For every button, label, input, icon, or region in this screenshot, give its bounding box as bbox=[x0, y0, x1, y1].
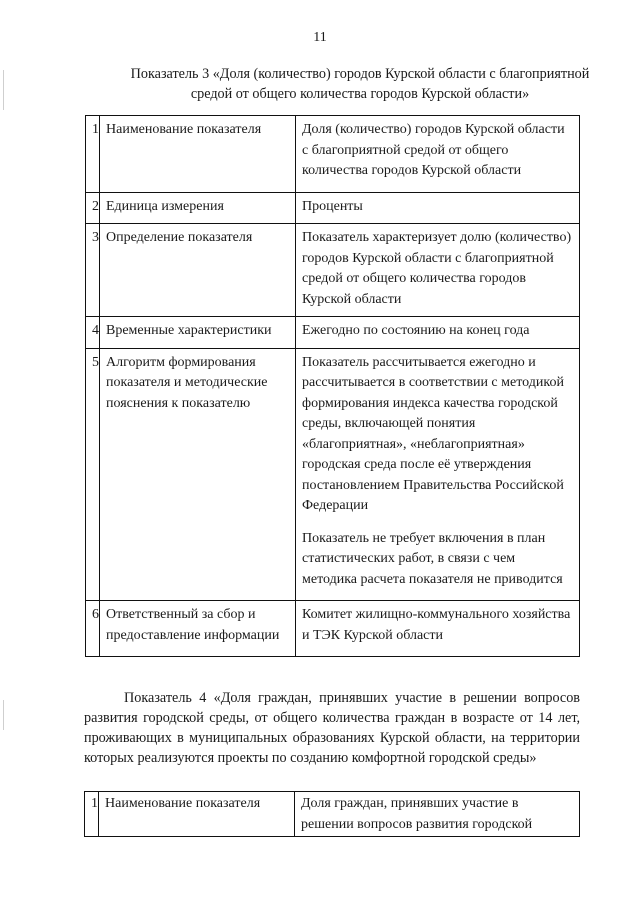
indicator-4-table bbox=[84, 791, 580, 837]
value-paragraph: Ежегодно по состоянию на конец года bbox=[302, 323, 530, 338]
row-value bbox=[296, 192, 580, 224]
row-label: Наименование показателя bbox=[99, 792, 295, 837]
value-paragraph: Доля (количество) городов Курской области с благоприятной средой от общего количества городов Курской области bbox=[302, 122, 565, 178]
row-value bbox=[296, 601, 580, 657]
row-label: Единица измерения bbox=[100, 192, 296, 224]
scan-edge-mark bbox=[3, 700, 4, 730]
row-label: Определение показателя bbox=[100, 224, 296, 317]
table-row bbox=[86, 116, 580, 193]
row-number: 2 bbox=[86, 192, 100, 224]
row-number: 6 bbox=[86, 601, 100, 657]
row-number: 4 bbox=[86, 317, 100, 349]
value-paragraph: Комитет жилищно-коммунального хозяйства и ТЭК Курской области bbox=[302, 607, 571, 643]
table-row bbox=[86, 348, 580, 601]
row-value bbox=[295, 792, 580, 837]
table-row bbox=[86, 601, 580, 657]
row-number: 1 bbox=[86, 116, 100, 193]
value-paragraph: Доля граждан, принявших участие в решении вопросов развития городской bbox=[301, 796, 533, 832]
value-paragraph: Показатель рассчитывается ежегодно и рассчитывается в соответствии с методикой формирования индекса качества городской среды, включающей понятия «благоприятная», «неблагоприятная» городская среда после её утверждения постановлением Правительства Российской Федерации bbox=[302, 354, 564, 513]
row-value bbox=[296, 116, 580, 193]
scan-edge-mark bbox=[3, 70, 4, 110]
value-paragraph: Показатель характеризует долю (количество) городов Курской области с благоприятной средой от общего количества городов Курской области bbox=[302, 230, 572, 307]
row-number: 5 bbox=[86, 348, 100, 601]
table-row bbox=[86, 192, 580, 224]
row-value bbox=[296, 348, 580, 601]
value-paragraph: Показатель не требует включения в план статистических работ, в связи с чем методика расчета показателя не приводится bbox=[302, 530, 563, 587]
indicator-3-heading: Показатель 3 «Доля (количество) городов Курской области с благоприятной средой от общего количества городов Курской области» bbox=[130, 66, 590, 102]
row-label: Алгоритм формирования показателя и методические пояснения к показателю bbox=[100, 348, 296, 601]
indicator-4-heading: Показатель 4 «Доля граждан, принявших участие в решении вопросов развития городской среды, от общего количества граждан в возрасте от 14 лет, проживающих в муниципальных образованиях Курской области, на территории которых реализуются проекты по созданию комфортной городской среды» bbox=[84, 690, 580, 766]
row-label: Наименование показателя bbox=[100, 116, 296, 193]
row-number: 3 bbox=[86, 224, 100, 317]
page-number: 11 bbox=[313, 30, 327, 45]
row-number: 1 bbox=[85, 792, 99, 837]
row-label: Временные характеристики bbox=[100, 317, 296, 349]
indicator-3-table bbox=[85, 115, 580, 657]
table-row bbox=[86, 224, 580, 317]
table-row bbox=[86, 317, 580, 349]
row-value bbox=[296, 317, 580, 349]
value-paragraph: Проценты bbox=[302, 198, 363, 214]
row-label: Ответственный за сбор и предоставление информации bbox=[100, 601, 296, 657]
table-row bbox=[85, 792, 580, 837]
row-value bbox=[296, 224, 580, 317]
